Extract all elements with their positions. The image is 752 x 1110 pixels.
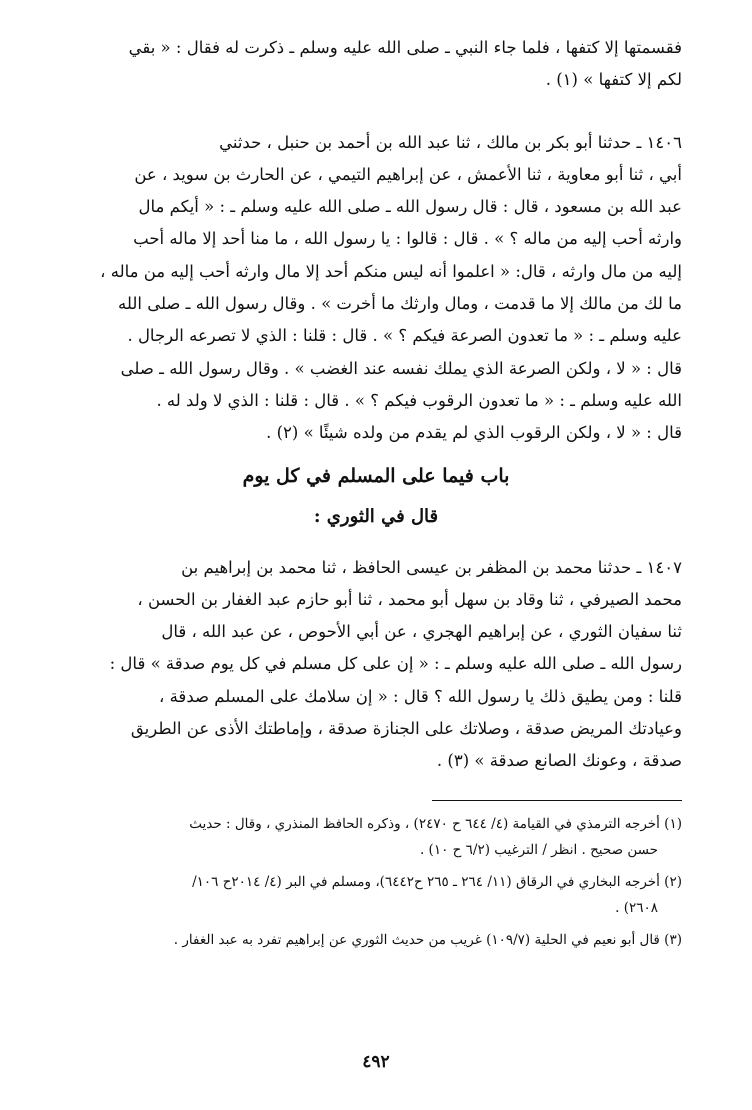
paragraph-continuation bbox=[70, 32, 682, 97]
footnote-1 bbox=[70, 811, 682, 863]
footnote-line: (٢) أخرجه البخاري في الرقاق (١١/ ٢٦٤ ـ ٢٦٥ ح٦٤٤٢)، ومسلم في البر (٤/ ٢٠١٤ح ١٠٦/ bbox=[192, 873, 682, 890]
hadith-1406 bbox=[70, 127, 682, 450]
text-line: أبي ، ثنا أبو معاوية ، ثنا الأعمش ، عن إبراهيم التيمي ، عن الحارث بن سويد ، عن bbox=[134, 164, 682, 184]
footnote-divider bbox=[432, 800, 682, 801]
text-line: رسول الله ـ صلى الله عليه وسلم ـ : « إن على كل مسلم في كل يوم صدقة » قال : bbox=[109, 654, 682, 674]
chapter-subheading: قال في الثوري : bbox=[313, 505, 439, 527]
text-line: قال : « لا ، ولكن الرقوب الذي لم يقدم من ولده شيئًا » (٢) . bbox=[266, 423, 682, 443]
text-line: قال : « لا ، ولكن الصرعة الذي يملك نفسه عند الغضب » . وقال رسول الله ـ صلى bbox=[120, 358, 682, 378]
footnotes bbox=[70, 811, 682, 953]
text-line: الله عليه وسلم ـ : « ما تعدون الرقوب فيكم ؟ » . قال : قلنا : الذي لا ولد له . bbox=[156, 390, 682, 410]
footnote-3 bbox=[70, 927, 682, 953]
text-line: وارثه أحب إليه من ماله ؟ » . قال : قالوا : يا رسول الله ، ما منا أحد إلا ماله أحب bbox=[133, 229, 682, 249]
footnote-2 bbox=[70, 869, 682, 921]
text-line: فقسمتها إلا كتفها ، فلما جاء النبي ـ صلى الله عليه وسلم ـ ذكرت له فقال : « بقي bbox=[128, 38, 682, 57]
text-line: صدقة ، وعونك الصانع صدقة » (٣) . bbox=[436, 751, 682, 771]
text-line: ثنا سفيان الثوري ، عن إبراهيم الهجري ، عن أبي الأحوص ، عن عبد الله ، قال bbox=[161, 622, 682, 642]
footnote-line: ٢٦٠٨) . bbox=[615, 899, 658, 916]
footnote-line: حسن صحيح . انظر / الترغيب (٦/٢ ح ١٠) . bbox=[419, 841, 658, 858]
text-line: قلنا : ومن يطيق ذلك يا رسول الله ؟ قال : « إن سلامك على المسلم صدقة ، bbox=[159, 686, 682, 706]
text-line: عليه وسلم ـ : « ما تعدون الصرعة فيكم ؟ » . قال : قلنا : الذي لا تصرعه الرجال . bbox=[127, 326, 682, 346]
footnote-line: (١) أخرجه الترمذي في القيامة (٤/ ٦٤٤ ح ٢٤٧٠) ، وذكره الحافظ المنذري ، وقال : حديث bbox=[189, 815, 682, 832]
text-line: لكم إلا كتفها » (١) . bbox=[545, 70, 682, 90]
chapter-heading: باب فيما على المسلم في كل يوم bbox=[242, 464, 510, 487]
text-line: وعيادتك المريض صدقة ، وصلاتك على الجنازة صدقة ، وإماطتك الأذى عن الطريق bbox=[130, 719, 682, 739]
hadith-1407 bbox=[70, 552, 682, 778]
text-line: عبد الله بن مسعود ، قال : قال رسول الله ـ صلى الله عليه وسلم ـ : « أيكم مال bbox=[138, 197, 682, 217]
text-line: ١٤٠٦ ـ حدثنا أبو بكر بن مالك ، ثنا عبد الله بن أحمد بن حنبل ، حدثني bbox=[219, 132, 682, 152]
footnote-line: (٣) قال أبو نعيم في الحلية (١٠٩/٧) غريب من حديث الثوري عن إبراهيم تفرد به عبد الغفار . bbox=[173, 931, 682, 948]
text-line: ما لك من مالك إلا ما قدمت ، ومال وارثك ما أخرت » . وقال رسول الله ـ صلى الله bbox=[118, 294, 682, 314]
text-line: إليه من مال وارثه ، قال: « اعلموا أنه ليس منكم أحد إلا مال وارثه أحب إليه من ماله ، bbox=[100, 261, 682, 281]
page-number: ٤٩٢ bbox=[362, 1052, 390, 1072]
text-line: ١٤٠٧ ـ حدثنا محمد بن المظفر بن عيسى الحافظ ، ثنا محمد بن إبراهيم بن bbox=[181, 557, 682, 577]
text-line: محمد الصيرفي ، ثنا وقاد بن سهل أبو محمد ، ثنا أبو حازم عبد الغفار بن الحسن ، bbox=[137, 589, 682, 609]
